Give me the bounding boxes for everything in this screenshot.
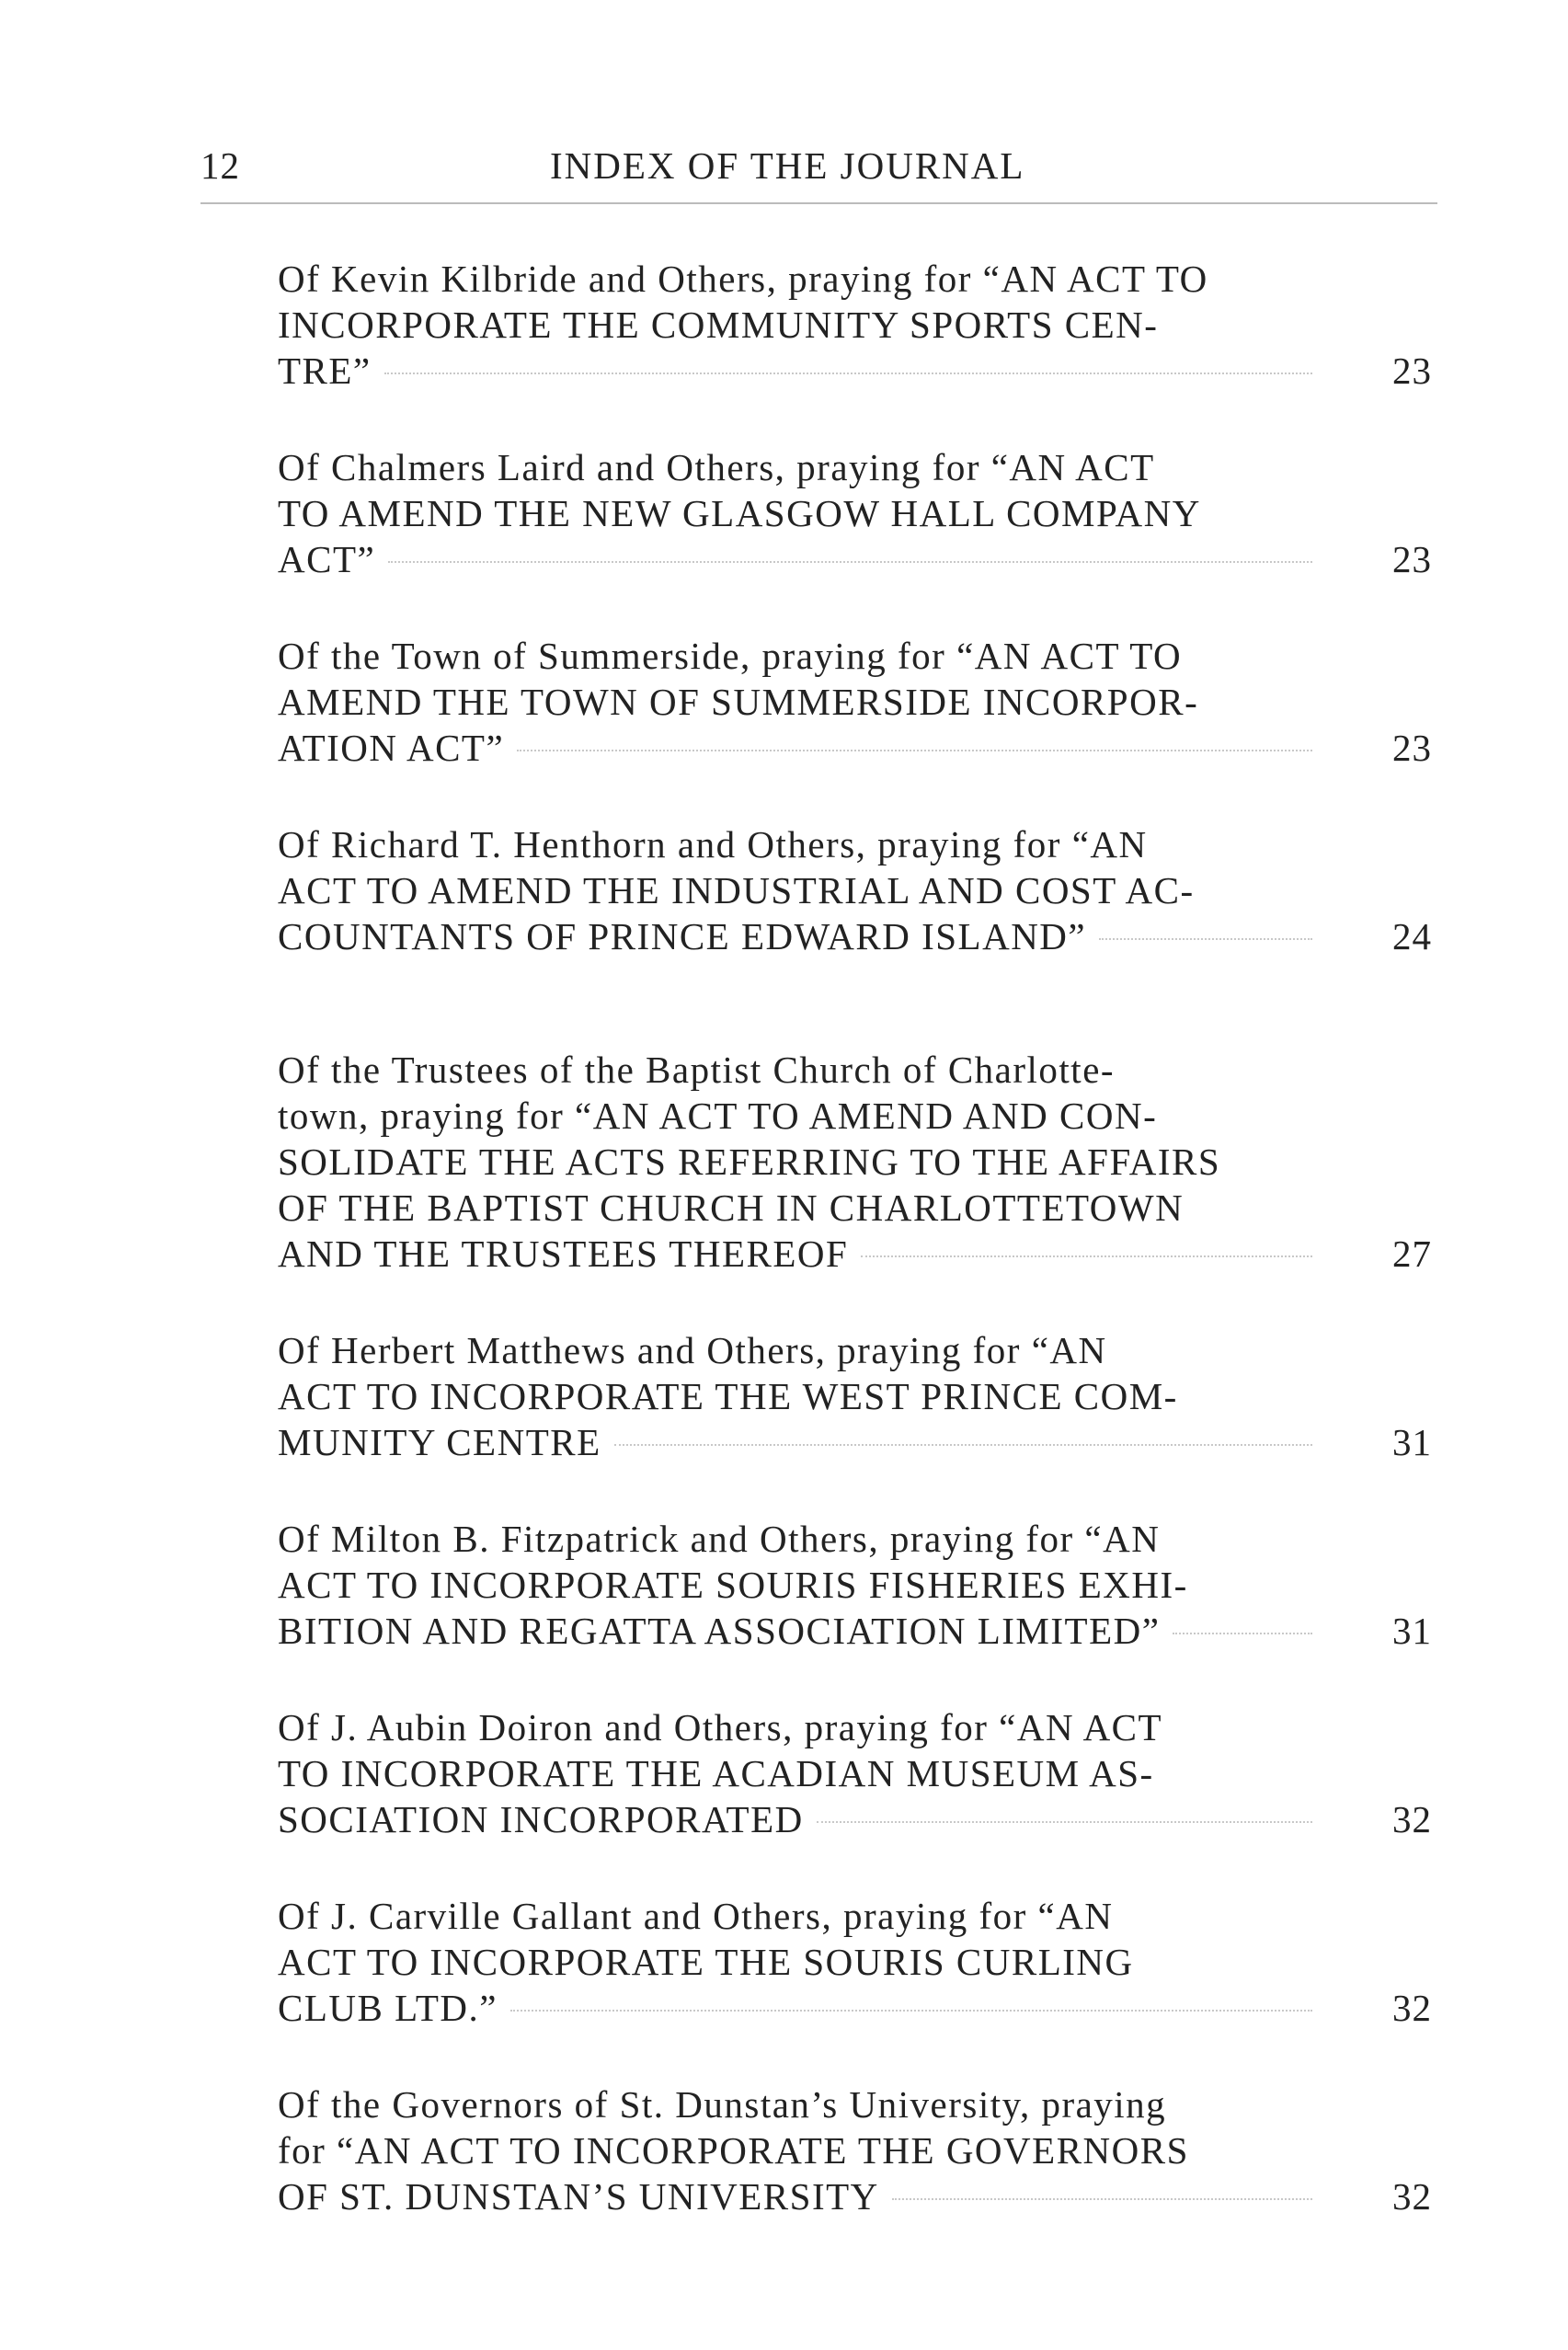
entry-page-number: 27 bbox=[1392, 1232, 1432, 1275]
entry-line: TRE” bbox=[278, 350, 372, 392]
entry-page-number: 31 bbox=[1392, 1610, 1432, 1652]
entry-line: MUNITY CENTRE bbox=[278, 1421, 601, 1463]
entry-line: ACT TO AMEND THE INDUSTRIAL AND COST AC- bbox=[278, 869, 1195, 911]
entry-text bbox=[278, 1704, 1335, 1842]
entry-last-line bbox=[278, 1985, 1312, 2031]
entry-page-number: 23 bbox=[1392, 538, 1432, 580]
entry-line: INCORPORATE THE COMMUNITY SPORTS CEN- bbox=[278, 304, 1159, 346]
entry-line: ATION ACT” bbox=[278, 727, 505, 769]
entry-last-line bbox=[278, 536, 1312, 582]
entry-line: Of the Trustees of the Baptist Church of Charlotte- bbox=[278, 1049, 1116, 1091]
entry-page-number: 32 bbox=[1392, 2175, 1432, 2218]
entry-line: Of J. Aubin Doiron and Others, praying for “AN ACT bbox=[278, 1706, 1163, 1748]
entry-text bbox=[278, 256, 1335, 394]
dot-leader bbox=[817, 1821, 1312, 1823]
entry-last-line bbox=[278, 2173, 1312, 2219]
dot-leader bbox=[517, 750, 1312, 751]
entry-line: ACT” bbox=[278, 538, 376, 580]
entry-line: ACT TO INCORPORATE THE SOURIS CURLING bbox=[278, 1941, 1134, 1983]
dot-leader bbox=[861, 1255, 1312, 1257]
dot-leader bbox=[384, 373, 1312, 374]
entry-page-number: 32 bbox=[1392, 1798, 1432, 1840]
entry-text bbox=[278, 633, 1335, 771]
entry-last-line bbox=[278, 913, 1312, 959]
entry-line: ACT TO INCORPORATE SOURIS FISHERIES EXHI- bbox=[278, 1564, 1188, 1606]
entry-text bbox=[278, 444, 1335, 582]
entry-line: SOCIATION INCORPORATED bbox=[278, 1798, 804, 1840]
entry-line: OF THE BAPTIST CHURCH IN CHARLOTTETOWN bbox=[278, 1186, 1185, 1229]
dot-leader bbox=[614, 1444, 1312, 1446]
entry-line: Of Richard T. Henthorn and Others, praying for “AN bbox=[278, 823, 1148, 865]
entry-line: town, praying for “AN ACT TO AMEND AND CON- bbox=[278, 1095, 1158, 1137]
entry-line: Of Chalmers Laird and Others, praying for “AN ACT bbox=[278, 446, 1155, 488]
dot-leader bbox=[1099, 938, 1312, 940]
entry-line: BITION AND REGATTA ASSOCIATION LIMITED” bbox=[278, 1610, 1161, 1652]
entry-page-number: 32 bbox=[1392, 1987, 1432, 2029]
entry-line: Of the Town of Summerside, praying for “AN ACT TO bbox=[278, 635, 1183, 677]
entry-last-line bbox=[278, 348, 1312, 394]
entry-last-line bbox=[278, 1231, 1312, 1277]
entry-text bbox=[278, 1047, 1335, 1277]
dot-leader bbox=[388, 561, 1312, 563]
entry-line: Of the Governors of St. Dunstan’s University, praying bbox=[278, 2083, 1167, 2126]
entry-page-number: 23 bbox=[1392, 727, 1432, 769]
entry-last-line bbox=[278, 1796, 1312, 1842]
entry-text bbox=[278, 2081, 1335, 2219]
entry-page-number: 23 bbox=[1392, 350, 1432, 392]
entry-line: OF ST. DUNSTAN’S UNIVERSITY bbox=[278, 2175, 879, 2218]
entry-line: Of Herbert Matthews and Others, praying for “AN bbox=[278, 1329, 1107, 1371]
entry-last-line bbox=[278, 1419, 1312, 1465]
dot-leader bbox=[1173, 1633, 1312, 1634]
entry-line: Of Kevin Kilbride and Others, praying for “AN ACT TO bbox=[278, 258, 1208, 300]
entry-text bbox=[278, 1893, 1335, 2031]
entry-last-line bbox=[278, 1608, 1312, 1654]
entry-line: ACT TO INCORPORATE THE WEST PRINCE COM- bbox=[278, 1375, 1178, 1417]
dot-leader bbox=[892, 2198, 1312, 2200]
entry-text bbox=[278, 1516, 1335, 1654]
entry-line: AND THE TRUSTEES THEREOF bbox=[278, 1232, 849, 1275]
running-title: INDEX OF THE JOURNAL bbox=[550, 144, 1025, 187]
dot-leader bbox=[510, 2010, 1312, 2012]
entry-line: COUNTANTS OF PRINCE EDWARD ISLAND” bbox=[278, 915, 1087, 957]
entry-line: TO AMEND THE NEW GLASGOW HALL COMPANY bbox=[278, 492, 1201, 534]
entry-text bbox=[278, 821, 1335, 959]
entry-page-number: 31 bbox=[1392, 1421, 1432, 1463]
entry-text bbox=[278, 1327, 1335, 1465]
entry-page-number: 24 bbox=[1392, 915, 1432, 957]
page-header bbox=[200, 138, 1433, 193]
entry-line: for “AN ACT TO INCORPORATE THE GOVERNORS bbox=[278, 2129, 1189, 2172]
entry-line: SOLIDATE THE ACTS REFERRING TO THE AFFAIRS bbox=[278, 1141, 1221, 1183]
entry-line: AMEND THE TOWN OF SUMMERSIDE INCORPOR- bbox=[278, 681, 1199, 723]
page-number: 12 bbox=[200, 144, 240, 187]
entry-last-line bbox=[278, 725, 1312, 771]
entry-line: Of Milton B. Fitzpatrick and Others, praying for “AN bbox=[278, 1518, 1161, 1560]
entry-line: Of J. Carville Gallant and Others, praying for “AN bbox=[278, 1895, 1114, 1937]
entry-line: TO INCORPORATE THE ACADIAN MUSEUM AS- bbox=[278, 1752, 1154, 1794]
header-rule bbox=[200, 202, 1437, 204]
entry-line: CLUB LTD.” bbox=[278, 1987, 498, 2029]
